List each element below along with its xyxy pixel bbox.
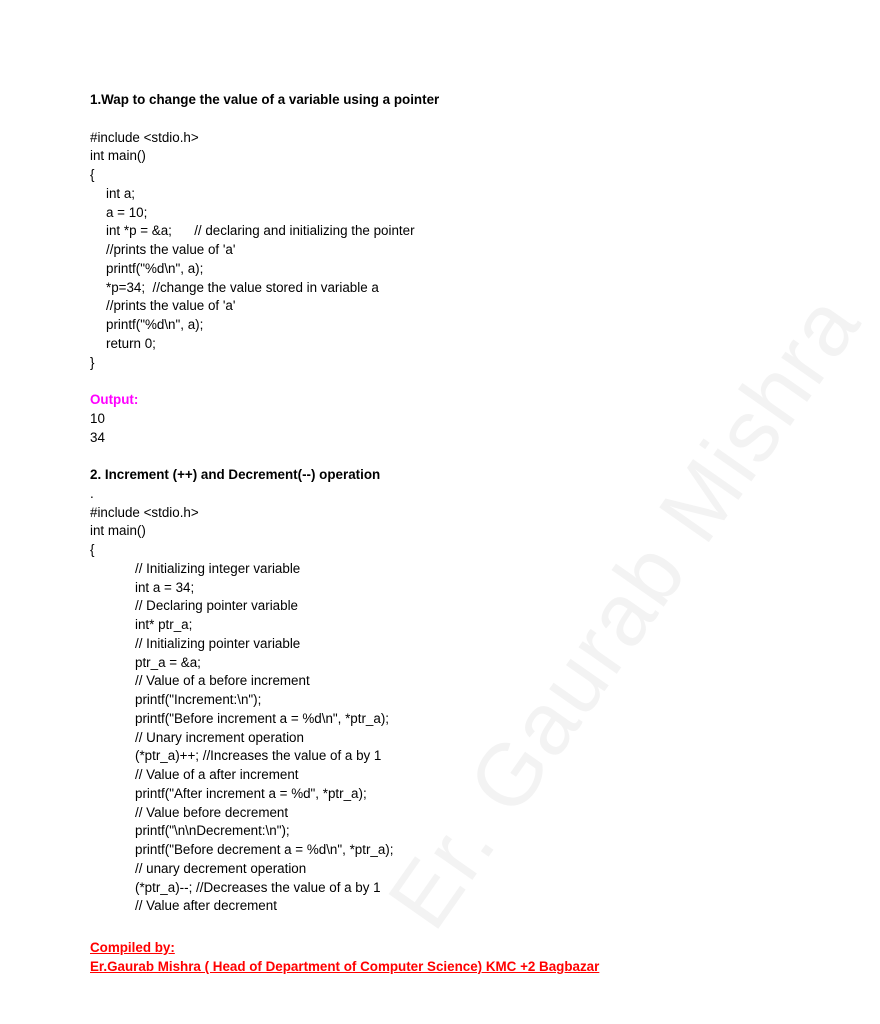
code-line: // Value before decrement [135, 804, 289, 820]
code-line: (*ptr_a)--; //Decreases the value of a by 1 [135, 879, 381, 895]
code-line: (*ptr_a)++; //Increases the value of a by 1 [135, 748, 382, 764]
code-line: #include <stdio.h> [90, 129, 199, 145]
code-line: // unary decrement operation [135, 860, 307, 876]
author-credit: Er.Gaurab Mishra ( Head of Department of Computer Science) KMC +2 Bagbazar [90, 959, 600, 974]
watermark: Er. Gaurab Mishra [368, 275, 879, 946]
code-line: // Initializing pointer variable [135, 635, 301, 651]
spacer [90, 372, 730, 391]
spacer [90, 447, 730, 466]
code-line: { [90, 542, 95, 557]
section1-heading: 1.Wap to change the value of a variable using a pointer [90, 92, 440, 107]
output-label: Output: [90, 392, 139, 407]
code-line: printf("Before decrement a = %d\n", *ptr_a); [135, 842, 394, 857]
footer [90, 938, 599, 976]
code-line: printf("\n\nDecrement:\n"); [135, 823, 290, 839]
output-line: 10 [90, 410, 105, 426]
code-line: printf("After increment a = %d", *ptr_a); [135, 785, 367, 801]
stray-dot: . [90, 485, 94, 501]
code-line: // Declaring pointer variable [135, 598, 299, 614]
code-line: // Value after decrement [135, 898, 277, 914]
code-line: ptr_a = &a; [135, 654, 201, 670]
code-line: return 0; [106, 335, 156, 351]
code-line: // Value of a before increment [135, 673, 310, 689]
code-line: // Unary increment operation [135, 729, 304, 745]
code-line: *p=34; //change the value stored in variable a [106, 279, 379, 295]
code-line: int main() [90, 523, 146, 539]
code-line: #include <stdio.h> [90, 504, 199, 520]
document-body [90, 91, 730, 916]
section2-code-block [90, 504, 730, 917]
code-line: } [90, 354, 95, 370]
code-line: // Initializing integer variable [135, 560, 301, 576]
code-line: int a = 34; [135, 579, 195, 595]
code-line: int a; [106, 185, 136, 201]
code-line: //prints the value of 'a' [106, 242, 236, 257]
code-line: printf("Before increment a = %d\n", *ptr_a); [135, 710, 390, 726]
code-line: printf("%d\n", a); [106, 317, 204, 332]
section2-heading: 2. Increment (++) and Decrement(--) operation [90, 467, 381, 482]
code-line: //prints the value of 'a' [106, 298, 236, 314]
code-line: int* ptr_a; [135, 617, 193, 632]
code-line: int main() [90, 148, 146, 164]
code-line: { [90, 167, 95, 182]
code-line: printf("Increment:\n"); [135, 692, 262, 707]
code-line: a = 10; [106, 204, 148, 220]
spacer [90, 110, 730, 129]
section1-code-block [90, 129, 730, 373]
code-line: // Value of a after increment [135, 767, 299, 782]
output-line: 34 [90, 429, 105, 445]
code-line: printf("%d\n", a); [106, 260, 204, 276]
compiled-by-label: Compiled by: [90, 940, 175, 955]
code-line: int *p = &a; // declaring and initializing the pointer [106, 223, 415, 239]
